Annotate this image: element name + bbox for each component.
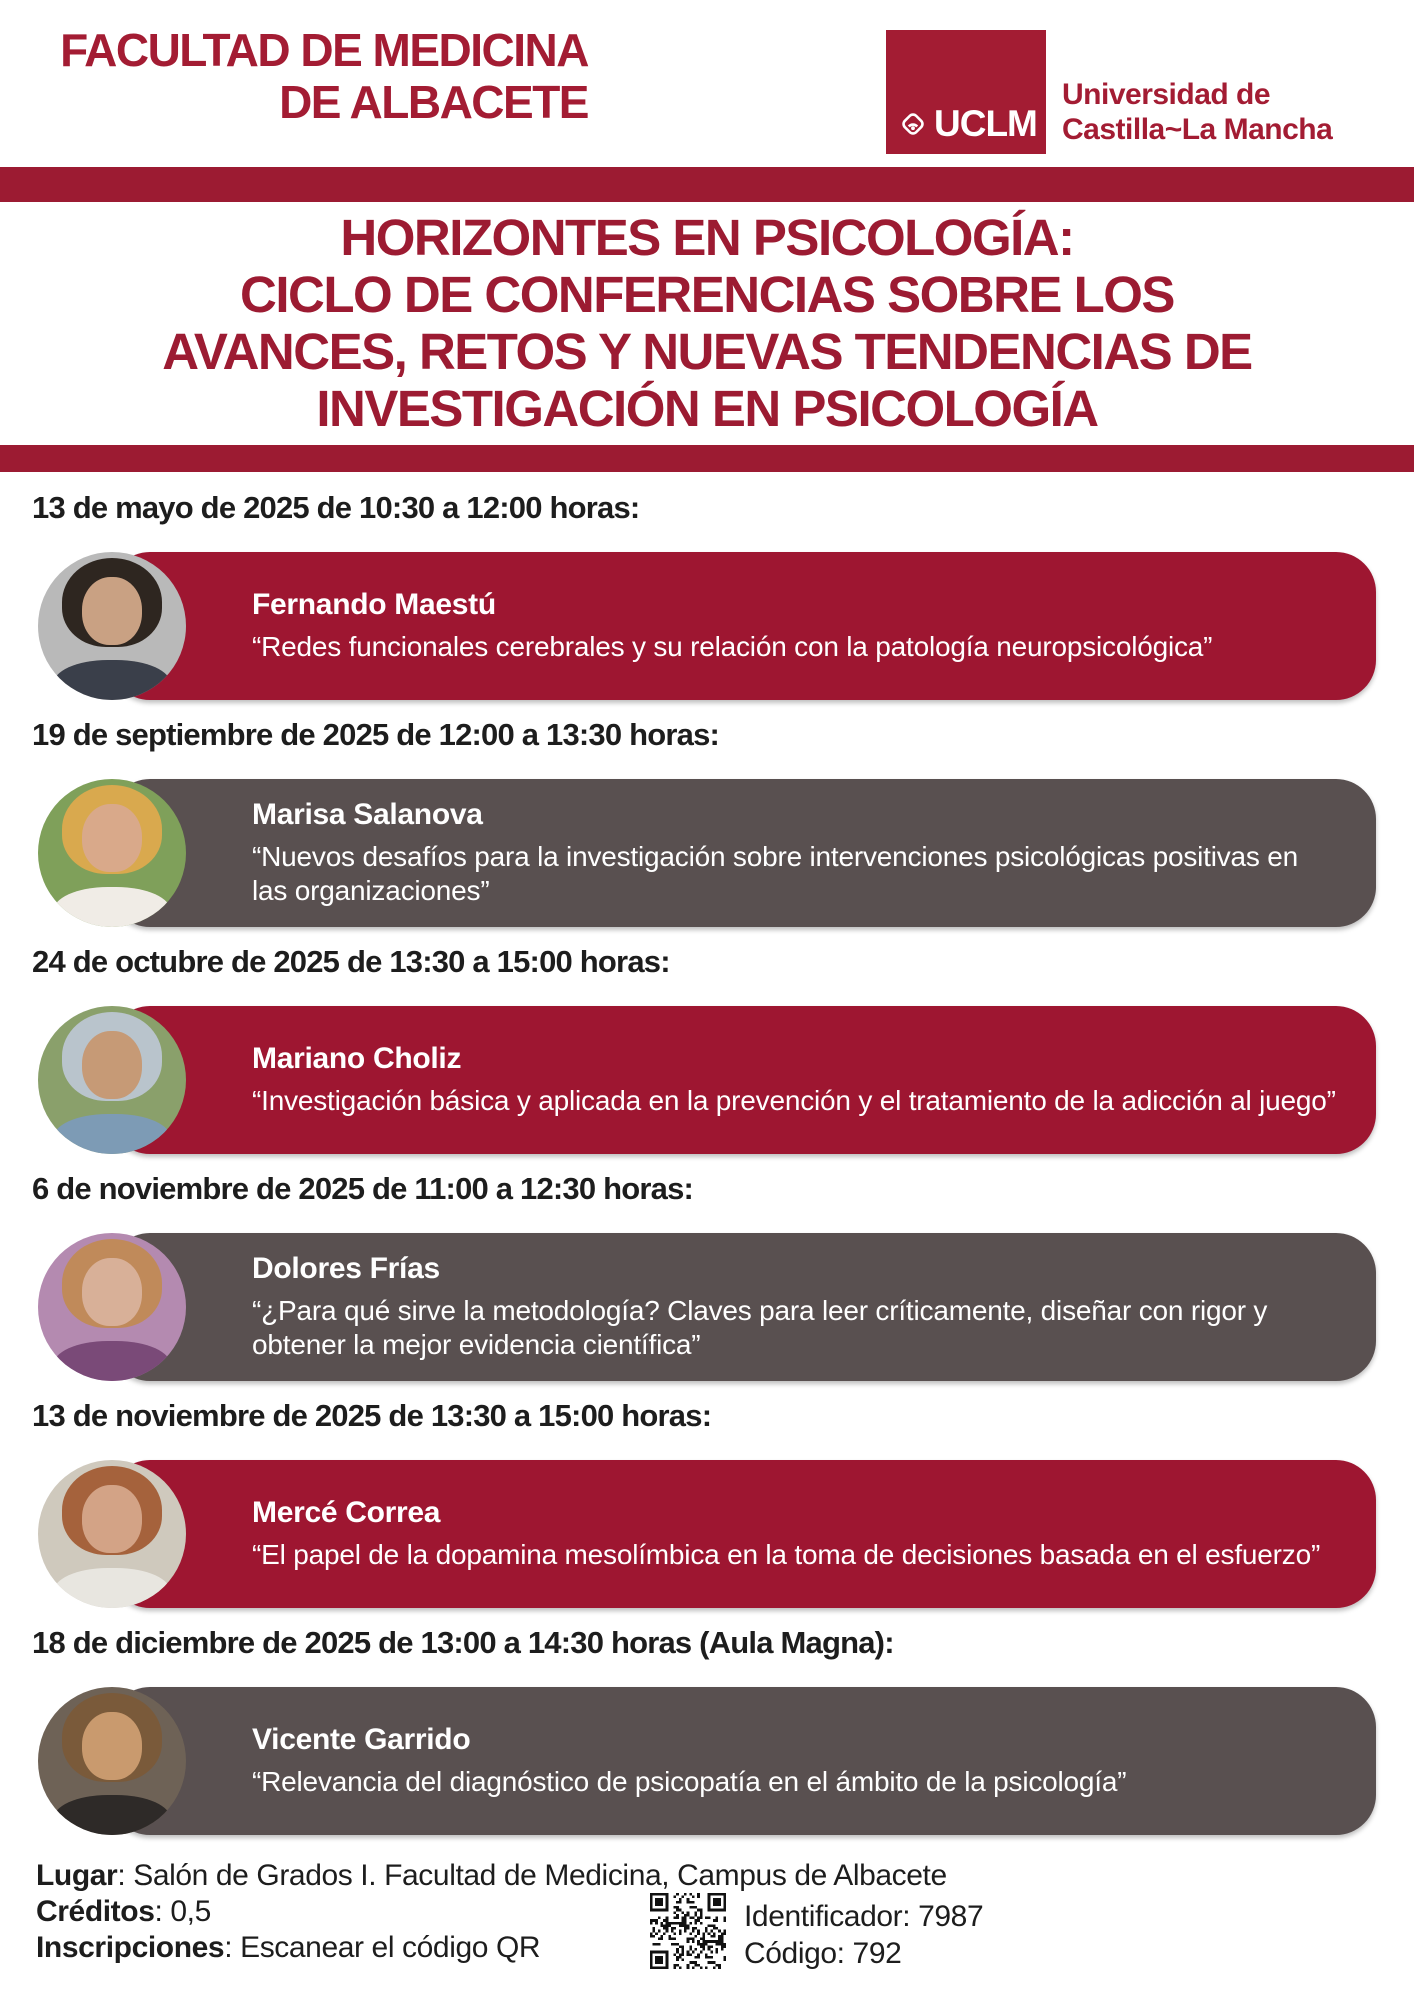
inscripciones-value: : Escanear el código QR — [224, 1931, 541, 1964]
session-block — [0, 1398, 1414, 1608]
speaker-photo — [38, 1460, 186, 1608]
divider-bar-bottom — [0, 445, 1414, 472]
session-date: 24 de octubre de 2025 de 13:30 a 15:00 horas: — [32, 944, 670, 979]
avatar-torso — [53, 1114, 171, 1154]
speaker-photo — [38, 1687, 186, 1835]
identificador-text: Identificador: 7987 — [744, 1900, 984, 1933]
session-block — [0, 1171, 1414, 1381]
session-block — [0, 1625, 1414, 1835]
speaker-photo — [38, 1233, 186, 1381]
session-list — [0, 472, 1414, 1835]
avatar-torso — [53, 887, 171, 927]
speaker-name: Mercé Correa — [252, 1496, 441, 1529]
qr-code-image — [650, 1893, 726, 1969]
avatar-torso — [53, 1341, 171, 1381]
speaker-name: Dolores Frías — [252, 1252, 440, 1285]
session-date: 6 de noviembre de 2025 de 11:00 a 12:30 horas: — [32, 1171, 694, 1206]
session-block — [0, 490, 1414, 700]
speaker-photo — [38, 552, 186, 700]
avatar-face — [82, 804, 141, 872]
speaker-name: Marisa Salanova — [252, 798, 483, 831]
speaker-name: Vicente Garrido — [252, 1723, 471, 1756]
speaker-photo — [38, 779, 186, 927]
speaker-photo — [38, 1006, 186, 1154]
codigo-text: Código: 792 — [744, 1937, 902, 1970]
talk-title: “Investigación básica y aplicada en la prevención y el tratamiento de la adicción al juego” — [252, 1085, 1336, 1116]
avatar-face — [82, 1031, 141, 1099]
uclm-wordmark: UCLM — [934, 103, 1037, 144]
talk-title: “El papel de la dopamina mesolímbica en la toma de decisiones basada en el esfuerzo” — [252, 1539, 1321, 1570]
divider-bar-top — [0, 167, 1414, 202]
speaker-name: Fernando Maestú — [252, 588, 496, 621]
university-name-line2: Castilla~La Mancha — [1062, 113, 1333, 146]
session-card — [110, 1460, 1376, 1608]
session-card — [110, 779, 1376, 927]
talk-title: “Nuevos desafíos para la investigación sobre intervenciones psicológicas positivas en las organizaciones” — [252, 841, 1299, 906]
session-date: 18 de diciembre de 2025 de 13:00 a 14:30 horas (Aula Magna): — [32, 1625, 894, 1660]
qr-labels — [744, 1898, 983, 1972]
avatar-torso — [53, 1568, 171, 1608]
lugar-row — [36, 1858, 947, 1894]
lugar-label: Lugar — [36, 1859, 118, 1892]
avatar-face — [82, 1485, 141, 1553]
avatar-face — [82, 1712, 141, 1780]
talk-title: “Relevancia del diagnóstico de psicopatía en el ámbito de la psicología” — [252, 1766, 1127, 1797]
session-card — [110, 1006, 1376, 1154]
avatar-face — [82, 1258, 141, 1326]
session-date: 19 de septiembre de 2025 de 12:00 a 13:30 horas: — [32, 717, 720, 752]
faculty-title-line2: DE ALBACETE — [279, 76, 588, 128]
university-name-line1: Universidad de — [1062, 78, 1271, 111]
session-card — [110, 1233, 1376, 1381]
uclm-logo — [886, 30, 1046, 154]
session-date: 13 de noviembre de 2025 de 13:30 a 15:00 horas: — [32, 1398, 712, 1433]
creditos-label: Créditos — [36, 1895, 155, 1928]
session-card — [110, 552, 1376, 700]
poster-title-line4: INVESTIGACIÓN EN PSICOLOGÍA — [316, 380, 1098, 437]
talk-title: “Redes funcionales cerebrales y su relación con la patología neuropsicológica” — [252, 631, 1213, 662]
session-date: 13 de mayo de 2025 de 10:30 a 12:00 horas: — [32, 490, 640, 525]
creditos-value: : 0,5 — [154, 1895, 211, 1928]
poster-title — [0, 209, 1414, 437]
university-name — [1062, 77, 1332, 147]
lugar-value: : Salón de Grados I. Facultad de Medicina, Campus de Albacete — [117, 1859, 947, 1892]
faculty-title — [50, 24, 588, 128]
speaker-name: Mariano Choliz — [252, 1042, 462, 1075]
session-block — [0, 717, 1414, 927]
uclm-antenna-icon — [898, 109, 928, 139]
talk-title: “¿Para qué sirve la metodología? Claves para leer críticamente, diseñar con rigor y obtener la mejor evidencia científica” — [252, 1295, 1268, 1360]
poster-title-line2: CICLO DE CONFERENCIAS SOBRE LOS — [240, 266, 1174, 323]
poster-title-line1: HORIZONTES EN PSICOLOGÍA: — [340, 209, 1074, 266]
session-block — [0, 944, 1414, 1154]
avatar-torso — [53, 1795, 171, 1835]
poster-title-line3: AVANCES, RETOS Y NUEVAS TENDENCIAS DE — [162, 323, 1252, 380]
session-card — [110, 1687, 1376, 1835]
inscripciones-label: Inscripciones — [36, 1931, 225, 1964]
faculty-title-line1: FACULTAD DE MEDICINA — [60, 24, 588, 76]
avatar-torso — [53, 660, 171, 700]
avatar-face — [82, 577, 141, 645]
